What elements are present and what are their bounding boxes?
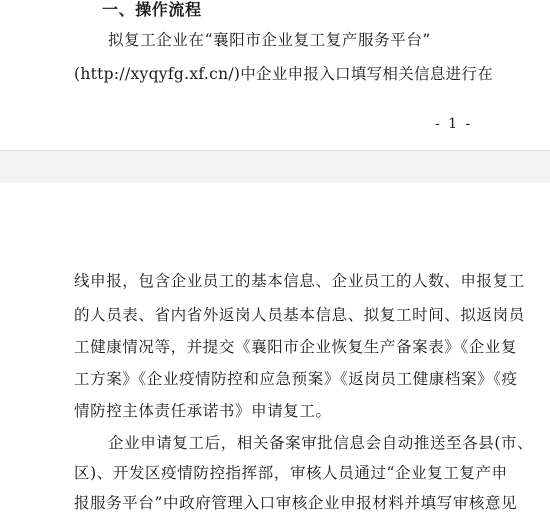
paragraph-line: 情防控主体责任承诺书》申请复工。 — [74, 402, 332, 420]
paragraph-line: 工方案》《企业疫情防控和应急预案》《返岗员工健康档案》《疫 — [74, 370, 518, 388]
paragraph-line: 区)、开发区疫情防控指挥部，审核人员通过“企业复工复产申 — [74, 464, 508, 482]
paragraph-line: 报服务平台”中政府管理入口审核企业申报材料并填写审核意见 — [74, 494, 518, 512]
document-page-2 — [0, 183, 550, 512]
paragraph-line: 线申报，包含企业员工的基本信息、企业员工的人数、申报复工 — [74, 272, 525, 290]
page-separator — [0, 150, 550, 184]
paragraph-line: 的人员表、省内省外返岗人员基本信息、拟复工时间、拟返岗员 — [74, 306, 525, 324]
paragraph-line: (http://xyqyfg.xf.cn/)中企业申报入口填写相关信息进行在 — [74, 65, 494, 83]
page-number: - 1 - — [435, 116, 473, 132]
paragraph-line: 拟复工企业在“襄阳市企业复工复产服务平台” — [108, 31, 431, 49]
paragraph-line: 工健康情况等，并提交《襄阳市企业恢复生产备案表》《企业复 — [74, 338, 518, 356]
document-page-1 — [0, 0, 550, 150]
section-heading: 一、操作流程 — [102, 0, 202, 19]
paragraph-line: 企业申请复工后，相关备案审批信息会自动推送至各县(市、 — [108, 434, 534, 452]
